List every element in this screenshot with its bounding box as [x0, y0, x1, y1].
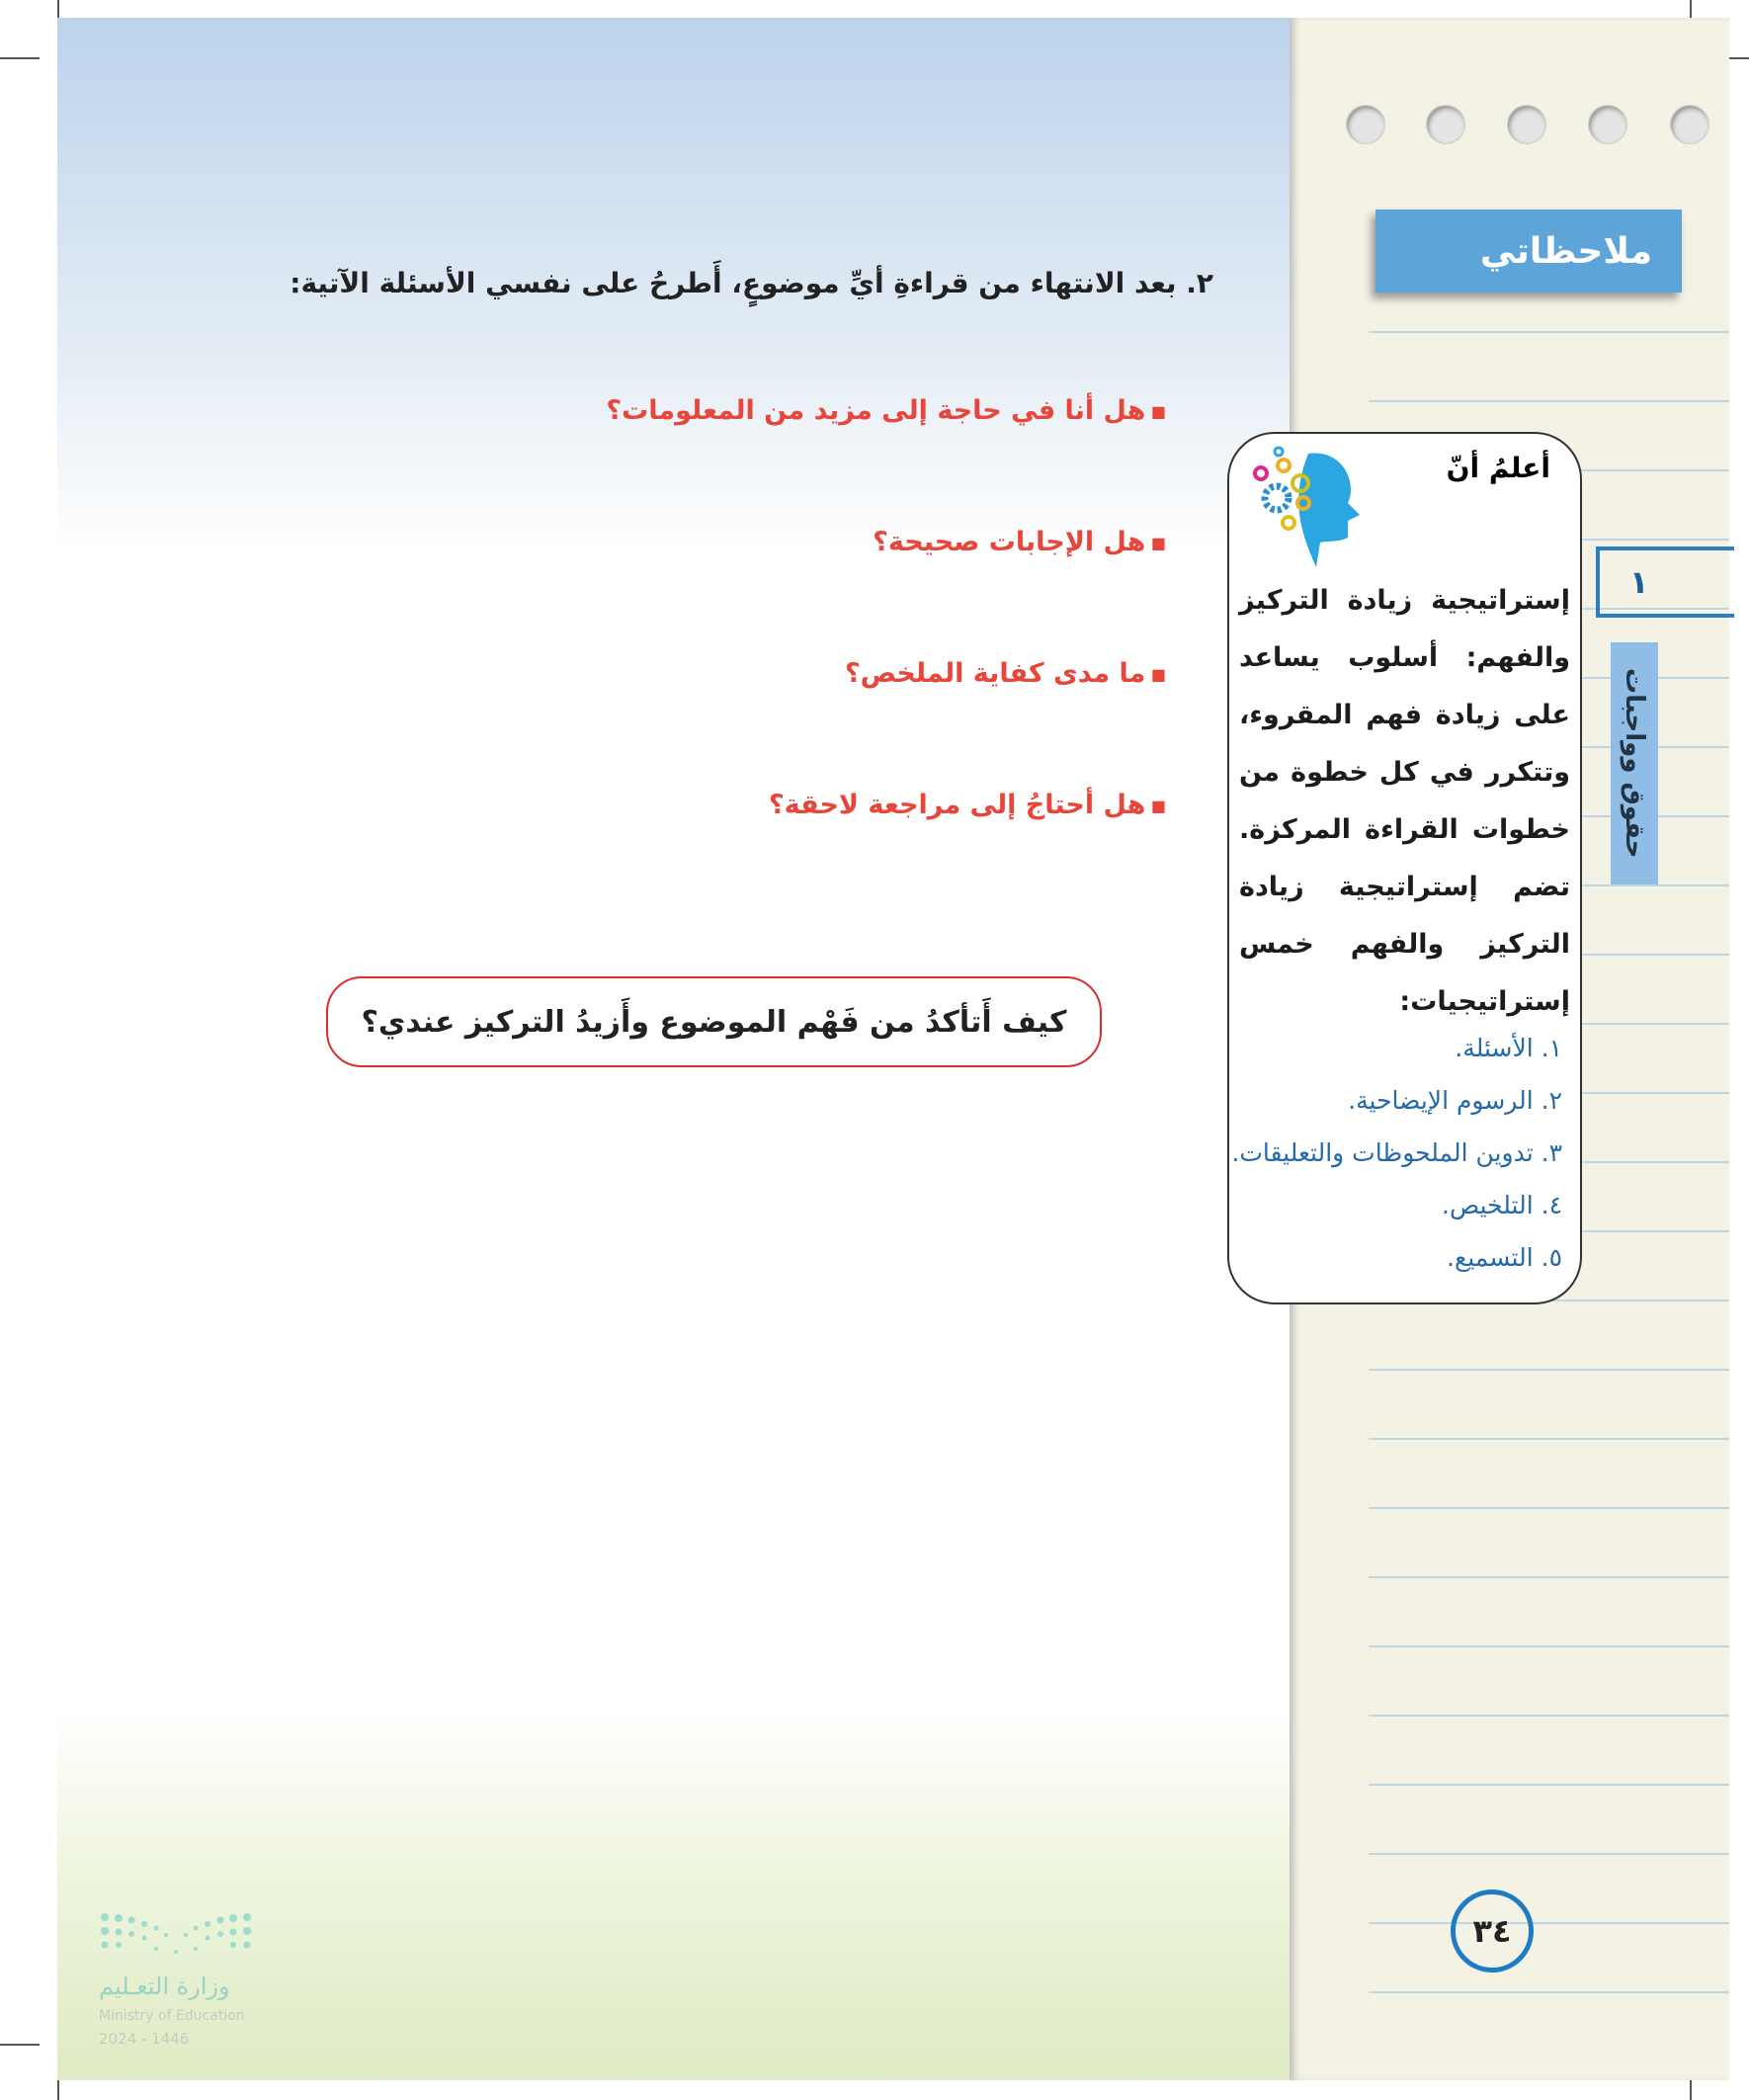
info-box — [1227, 432, 1582, 1304]
logo-year: 2024 - 1446 — [99, 2030, 190, 2048]
unit-label — [1611, 642, 1658, 884]
ruled-line — [1369, 331, 1729, 333]
callout-text: كيف أَتأكدُ من فَهْم الموضوع وأَزيدُ التركيز عندي؟ — [361, 1004, 1067, 1040]
logo-dots-icon — [97, 1897, 255, 1957]
binder-hole — [1588, 105, 1627, 144]
crop-mark — [57, 0, 59, 18]
ruled-line — [1369, 1645, 1729, 1647]
binder-hole — [1426, 105, 1465, 144]
crop-mark — [0, 2044, 40, 2046]
unit-number-tab: ١ — [1596, 546, 1734, 618]
info-title: أعلمُ أنّ — [1446, 452, 1550, 484]
crop-mark — [57, 2080, 59, 2100]
info-body: إستراتيجية زيادة التركيز والفهم: أسلوب يساعد على زيادة فهم المقروء، وتتكرر في كل خطوة من خطوات القراءة المركزة. تضم إستراتيجية زيادة التركيز والفهم خمس إستراتيجيات: — [1239, 585, 1570, 1017]
head-gears-icon — [1249, 444, 1363, 572]
ruled-line — [1369, 1369, 1729, 1371]
callout-box — [326, 976, 1102, 1067]
unit-label-text: حقوق وواجبات — [1620, 668, 1649, 859]
question-item: ■ هل أحتاجُ إلى مراجعة لاحقة؟ — [769, 790, 1166, 820]
question-item: ■ ما مدى كفاية الملخص؟ — [845, 658, 1166, 689]
ruled-line — [1369, 1507, 1729, 1509]
notes-tab — [1375, 210, 1682, 293]
ruled-line — [1369, 400, 1729, 402]
binder-hole — [1670, 105, 1709, 144]
strategy-list — [1231, 1022, 1562, 1284]
ministry-logo — [97, 1897, 255, 2048]
ruled-line — [1369, 1438, 1729, 1440]
ruled-line — [1369, 1784, 1729, 1786]
ruled-line — [1369, 1991, 1729, 1993]
section-heading: ٢. بعد الانتهاء من قراءةِ أيِّ موضوعٍ، أَطرحُ على نفسي الأسئلة الآتية: — [290, 267, 1213, 299]
logo-english: Ministry of Education — [99, 2008, 245, 2024]
strategy-item: ٥. التسميع. — [1447, 1243, 1562, 1272]
strategy-item: ٤. التلخيص. — [1442, 1191, 1562, 1219]
question-item: ■ هل الإجابات صحيحة؟ — [873, 527, 1166, 557]
ruled-line — [1369, 1576, 1729, 1578]
crop-mark — [0, 57, 40, 59]
binder-hole — [1507, 105, 1546, 144]
logo-arabic: وزارة التعـليم — [99, 1973, 230, 2000]
strategy-item: ٣. تدوين الملحوظات والتعليقات. — [1231, 1138, 1562, 1167]
binder-hole — [1346, 105, 1385, 144]
page-number: ٣٤ — [1451, 1890, 1534, 1973]
ruled-line — [1369, 1853, 1729, 1855]
strategy-item: ١. الأسئلة. — [1455, 1034, 1562, 1062]
notes-tab-label: ملاحظاتي — [1479, 230, 1652, 272]
ruled-line — [1369, 1922, 1729, 1924]
ruled-line — [1369, 1715, 1729, 1717]
question-item: ■ هل أنا في حاجة إلى مزيد من المعلومات؟ — [606, 395, 1166, 426]
strategy-item: ٢. الرسوم الإيضاحية. — [1348, 1086, 1562, 1115]
